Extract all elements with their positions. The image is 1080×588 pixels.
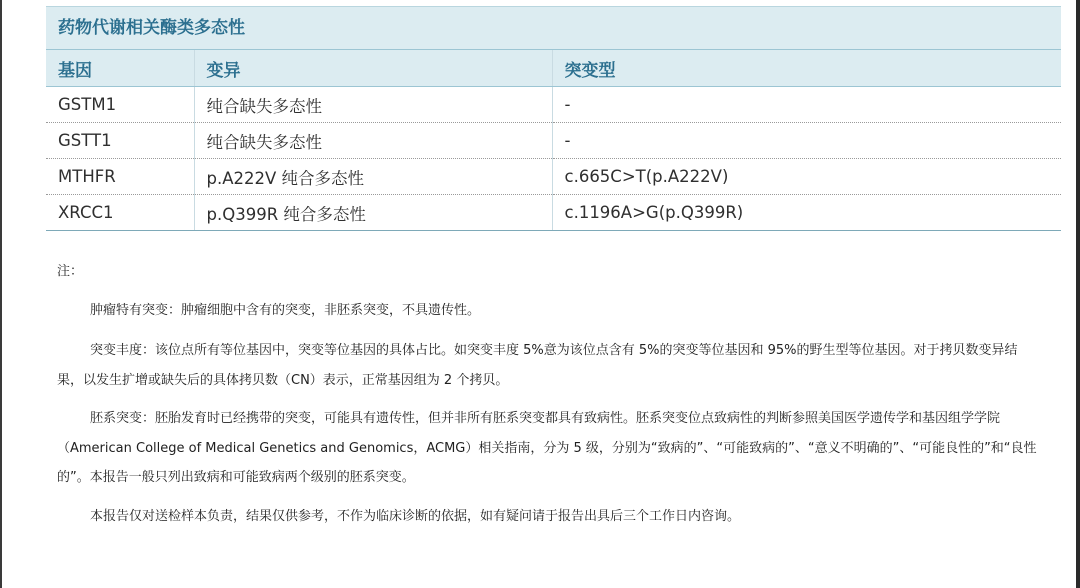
section-title: 药物代谢相关酶类多态性 <box>46 6 1061 49</box>
page-left-border <box>0 0 2 588</box>
header-mutation-type: 突变型 <box>552 50 1061 87</box>
notes-label: 注： <box>57 264 84 279</box>
note-germline-mutation: 胚系突变：胚胎发育时已经携带的突变，可能具有遗传性，但并非所有胚系突变都具有致病性。胚系突变位点致病性的判断参照美国医学遗传学和基因组学学院（American College of Medical Genetics and Genomics，ACMG）相关指南，分为 5 级，分别为“致病的”、“可能致病的”、“意义不明确的”、“可能良性的”和“良性的”。本报告一般只列出致病和可能致病两个级别的胚系突变。 <box>57 411 1037 485</box>
note-tumor-specific-mutation: 肿瘤特有突变：肿瘤细胞中含有的突变，非胚系突变，不具遗传性。 <box>90 303 481 318</box>
cell-gene: MTHFR <box>46 159 194 195</box>
cell-mutation-type: - <box>552 87 1061 123</box>
polymorphism-table <box>46 49 1061 231</box>
table-row <box>46 195 1061 231</box>
cell-mutation-type: c.1196A>G(p.Q399R) <box>552 195 1061 231</box>
polymorphism-table-section <box>46 6 1061 231</box>
cell-gene: XRCC1 <box>46 195 194 231</box>
table-row <box>46 159 1061 195</box>
cell-mutation-type: c.665C>T(p.A222V) <box>552 159 1061 195</box>
header-variant: 变异 <box>194 50 552 87</box>
cell-gene: GSTT1 <box>46 123 194 159</box>
table-header-row <box>46 50 1061 87</box>
cell-variant: 纯合缺失多态性 <box>194 123 552 159</box>
cell-variant: 纯合缺失多态性 <box>194 87 552 123</box>
cell-variant: p.Q399R 纯合多态性 <box>194 195 552 231</box>
table-row <box>46 123 1061 159</box>
cell-variant: p.A222V 纯合多态性 <box>194 159 552 195</box>
table-row <box>46 87 1061 123</box>
notes-section <box>57 262 1042 540</box>
cell-gene: GSTM1 <box>46 87 194 123</box>
page-right-border <box>1076 0 1080 588</box>
note-mutation-abundance: 突变丰度：该位点所有等位基因中，突变等位基因的具体占比。如突变丰度 5%意为该位点含有 5%的突变等位基因和 95%的野生型等位基因。对于拷贝数变异结果，以发生扩增或缺失后的具体拷贝数（CN）表示，正常基因组为 2 个拷贝。 <box>57 343 1018 388</box>
note-disclaimer: 本报告仅对送检样本负责，结果仅供参考，不作为临床诊断的依据，如有疑问请于报告出具后三个工作日内咨询。 <box>90 508 741 524</box>
header-gene: 基因 <box>46 50 194 87</box>
cell-mutation-type: - <box>552 123 1061 159</box>
